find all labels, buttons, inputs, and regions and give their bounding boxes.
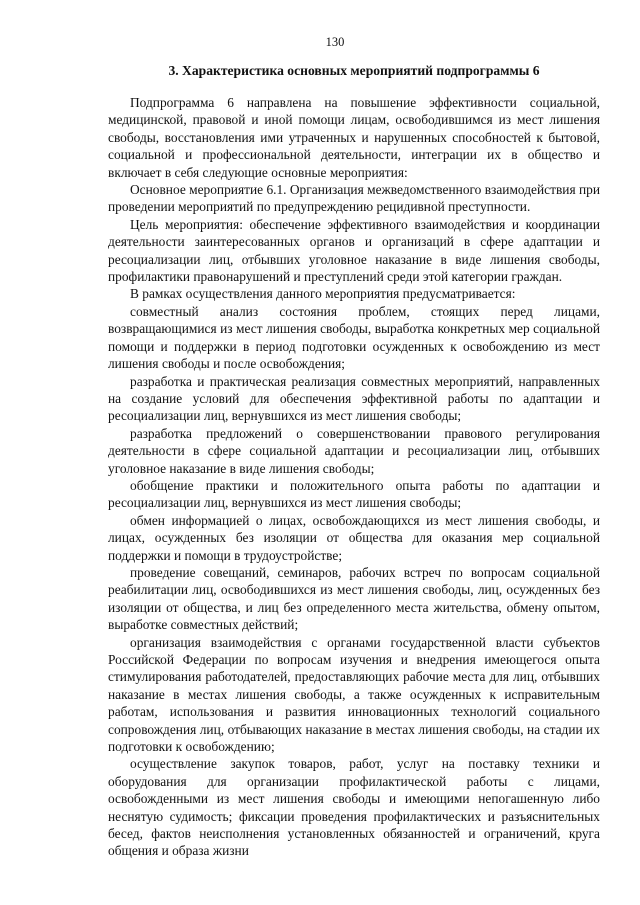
paragraph-3: Цель мероприятия: обеспечение эффективного взаимодействия и координации деятельности заинтересованных органов и организаций в сфере адаптации и ресоциализации лиц, отбывших уголовное наказание в виде лишения свободы, профилактики правонарушений и преступлений среди этой категории граждан. bbox=[108, 216, 600, 285]
paragraph-4: В рамках осуществления данного мероприятия предусматривается: bbox=[130, 286, 516, 302]
paragraph-5: совместный анализ состояния проблем, стоящих перед лицами, возвращающимися из мест лишения свободы, выработка конкретных мер социальной помощи и поддержки в период подготовки осужденных к освобождению из мест лишения свободы и после освобождения; bbox=[108, 303, 600, 372]
paragraph-2: Основное мероприятие 6.1. Организация межведомственного взаимодействия при проведении мероприятий по предупреждению рецидивной преступности. bbox=[108, 182, 600, 215]
paragraph-9: обмен информацией о лицах, освобождающихся из мест лишения свободы, и лицах, осужденных без изоляции от общества для оказания мер социальной поддержки и помощи в трудоустройстве; bbox=[108, 512, 600, 563]
paragraph-7: разработка предложений о совершенствовании правового регулирования деятельности в сфере социальной адаптации и ресоциализации лиц, отбывших уголовное наказание в виде лишения свободы; bbox=[108, 425, 600, 476]
paragraph-11: организация взаимодействия с органами государственной власти субъектов Российской Федерации по вопросам изучения и внедрения имеющегося опыта стимулирования работодателей, предоставляющих рабочие места для лиц, отбывших наказание в местах лишения свободы, а также осужденных к исправительным работам, использования и развития инновационных технологий социального сопровождения лиц, отбывающих наказание в местах лишения свободы, на стадии их подготовки к освобождению; bbox=[108, 634, 600, 755]
paragraph-1: Подпрограмма 6 направлена на повышение эффективности социальной, медицинской, правовой и иной помощи лицам, освободившимся из мест лишения свободы, восстановления ими утраченных и нарушенных способностей к бытовой, социальной и профессиональной деятельности, интеграции их в общество и включает в себя следующие основные мероприятия: bbox=[108, 95, 600, 180]
paragraph-8: обобщение практики и положительного опыта работы по адаптации и ресоциализации лиц, вернувшихся из мест лишения свободы; bbox=[108, 477, 600, 511]
paragraph-6: разработка и практическая реализация совместных мероприятий, направленных на создание условий для обеспечения эффективной работы по адаптации и ресоциализации лиц, вернувшихся из мест лишения свободы; bbox=[108, 373, 600, 424]
paragraph-12: осуществление закупок товаров, работ, услуг на поставку техники и оборудования для организации профилактической работы с лицами, освобожденными из мест лишения свободы и имеющими непогашенную либо неснятую судимость; фиксации проведения профилактических и разъяснительных бесед, фактов неисполнения установленных обязанностей и ограничений, круга общения и образа жизни bbox=[108, 756, 600, 859]
page-number: 130 bbox=[325, 35, 345, 49]
section-heading: 3. Характеристика основных мероприятий подпрограммы 6 bbox=[168, 63, 540, 78]
body-text bbox=[108, 94, 600, 860]
paragraph-10: проведение совещаний, семинаров, рабочих встреч по вопросам социальной реабилитации лиц, освободившихся из мест лишения свободы, лиц, осужденных без изоляции от общества, и лиц без определенного места жительства, обмену опытом, выработке совместных действий; bbox=[108, 564, 600, 633]
